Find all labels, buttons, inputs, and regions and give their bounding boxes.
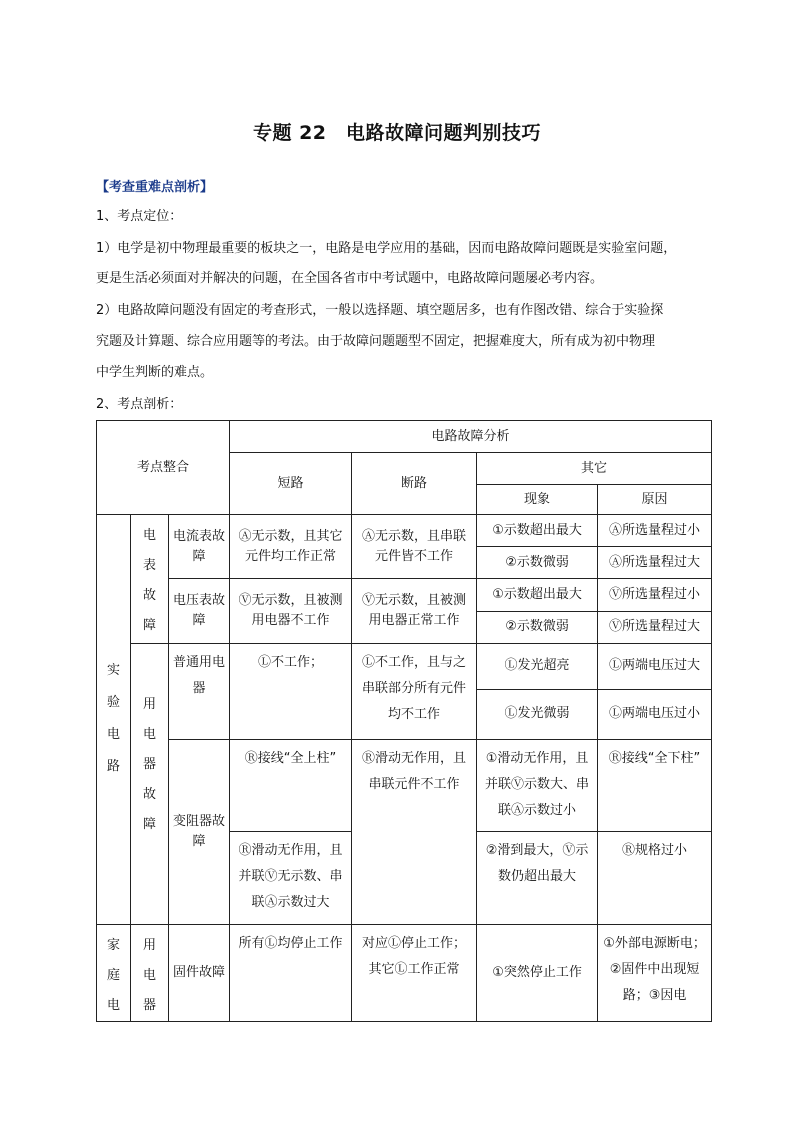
paragraph-1-line-2: 更是生活必须面对并解决的问题，在全国各省市中考试题中，电路故障问题屡必考内容。 (96, 271, 604, 286)
group-appliance-fault: 用电器故障 (131, 643, 169, 924)
voltmeter-open: Ⓥ无示数，且被测用电器正常工作 (352, 579, 477, 643)
ammeter-short: Ⓐ无示数，且其它元件均工作正常 (230, 515, 352, 579)
rheostat-phenomenon-1: ①滑动无作用，且并联Ⓥ示数大、串联Ⓐ示数过小 (477, 739, 598, 831)
voltmeter-short: Ⓥ无示数，且被测用电器不工作 (230, 579, 352, 643)
appliance-cause-1: Ⓛ两端电压过大 (598, 643, 712, 689)
header-integration: 考点整合 (97, 421, 230, 515)
header-phenomenon: 现象 (477, 485, 598, 515)
section-heading: 【考查重难点剖析】 (96, 180, 214, 195)
point2-heading: 2、考点剖析： (96, 397, 183, 412)
fixture-short: 所有Ⓛ均停止工作 (230, 924, 352, 1021)
paragraph-2-line-1: 2）电路故障问题没有固定的考查形式，一般以选择题、填空题居多，也有作图改错、综合于实验探 (96, 303, 664, 318)
rheostat-short-2: Ⓡ滑动无作用，且并联Ⓥ无示数、串联Ⓐ示数过大 (230, 832, 352, 924)
ammeter-fault-label: 电流表故障 (169, 515, 230, 579)
ammeter-cause-1: Ⓐ所选量程过小 (598, 515, 712, 547)
paragraph-2-line-2: 究题及计算题、综合应用题等的考法。由于故障问题题型不固定，把握难度大，所有成为初中物理 (96, 334, 656, 349)
appliance-label: 普通用电器 (169, 643, 230, 739)
header-open-circuit: 断路 (352, 453, 477, 515)
group-lab-circuit: 实验电路 (97, 515, 131, 924)
appliance-phenomenon-1: Ⓛ发光超亮 (477, 643, 598, 689)
appliance-open: Ⓛ不工作，且与之串联部分所有元件均不工作 (352, 643, 477, 739)
fixture-open: 对应Ⓛ停止工作；其它Ⓛ工作正常 (352, 924, 477, 1021)
fault-analysis-table (96, 420, 712, 1022)
rheostat-cause-1: Ⓡ接线“全下柱” (598, 739, 712, 831)
voltmeter-cause-2: Ⓥ所选量程过大 (598, 611, 712, 643)
ammeter-cause-2: Ⓐ所选量程过大 (598, 547, 712, 579)
header-short-circuit: 短路 (230, 453, 352, 515)
fixture-cause: ①外部电源断电；②固件中出现短路；③因电 (598, 924, 712, 1021)
group-meter-fault: 电表故障 (131, 515, 169, 643)
rheostat-short-1: Ⓡ接线“全上柱” (230, 739, 352, 831)
header-cause: 原因 (598, 485, 712, 515)
rheostat-cause-2: Ⓡ规格过小 (598, 832, 712, 924)
voltmeter-phenomenon-2: ②示数微弱 (477, 611, 598, 643)
group-home-appliance: 用电器 (131, 924, 169, 1021)
page-title: 专题 22 电路故障问题判别技巧 (252, 122, 542, 144)
appliance-phenomenon-2: Ⓛ发光微弱 (477, 689, 598, 739)
rheostat-open: Ⓡ滑动无作用，且串联元件不工作 (352, 739, 477, 924)
appliance-cause-2: Ⓛ两端电压过小 (598, 689, 712, 739)
ammeter-phenomenon-1: ①示数超出最大 (477, 515, 598, 547)
point1-heading: 1、考点定位： (96, 209, 183, 224)
fixture-label: 固件故障 (169, 924, 230, 1021)
rheostat-phenomenon-2: ②滑到最大，Ⓥ示数仍超出最大 (477, 832, 598, 924)
paragraph-1-line-1: 1）电学是初中物理最重要的板块之一，电路是电学应用的基础，因而电路故障问题既是实验室问题， (96, 241, 677, 256)
voltmeter-cause-1: Ⓥ所选量程过小 (598, 579, 712, 611)
appliance-short: Ⓛ不工作； (230, 643, 352, 739)
ammeter-phenomenon-2: ②示数微弱 (477, 547, 598, 579)
header-analysis: 电路故障分析 (230, 421, 712, 453)
paragraph-2-line-3: 中学生判断的难点。 (96, 365, 214, 380)
fixture-phenomenon: ①突然停止工作 (477, 924, 598, 1021)
group-home-circuit: 家庭电 (97, 924, 131, 1021)
ammeter-open: Ⓐ无示数，且串联元件皆不工作 (352, 515, 477, 579)
voltmeter-fault-label: 电压表故障 (169, 579, 230, 643)
rheostat-label: 变阻器故障 (169, 739, 230, 924)
header-other: 其它 (477, 453, 712, 485)
voltmeter-phenomenon-1: ①示数超出最大 (477, 579, 598, 611)
